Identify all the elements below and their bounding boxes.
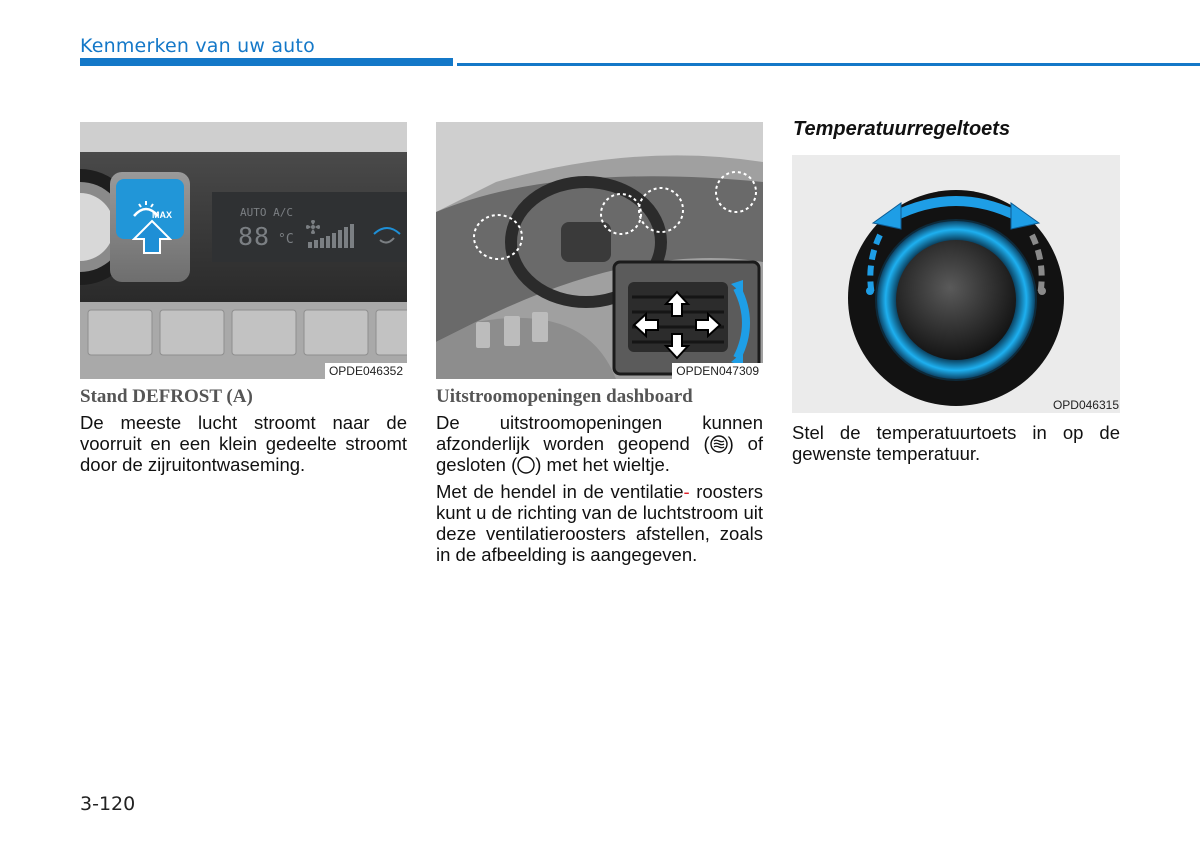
p2-text-b: roosters kunt u de richting van de luchtstroom uit deze ventilatieroosters afstellen, zoals in de afbeelding is aangegeven. [436, 481, 764, 565]
figure-climate-panel [80, 122, 407, 379]
vent-open-icon [710, 435, 728, 453]
vent-closed-icon [517, 456, 535, 474]
rotate-arrow-icon [729, 280, 759, 366]
p1-text-b: ) of gesloten ( [436, 433, 764, 475]
caption-vents: Uitstroomopeningen dashboard [436, 386, 693, 407]
figure-code: OPDE046352 [325, 363, 407, 379]
paragraph-vents-1 [436, 412, 763, 475]
header-rule-thin [457, 63, 1200, 66]
max-label: MAX [152, 210, 172, 220]
section-title: Kenmerken van uw auto [80, 35, 315, 57]
p1-text-c: ) met het wieltje. [535, 454, 670, 475]
paragraph-temperature: Stel de temperatuurtoets in op de gewenste temperatuur. [792, 422, 1120, 464]
figure-dashboard-vents [436, 122, 763, 379]
figure-temperature-knob [792, 155, 1120, 413]
p1-text-a: De uitstroomopeningen kunnen afzonderlijk worden geopend ( [436, 412, 763, 454]
up-arrow-icon [132, 219, 172, 255]
p2-text-a: Met de hendel in de ventilatie [436, 481, 684, 502]
figure-code: OPDEN047309 [672, 363, 763, 379]
page-number: 3-120 [80, 793, 136, 815]
screen-temp: 88 [238, 222, 271, 251]
header-rule-thick [80, 58, 453, 66]
fan-level-bars [308, 224, 360, 248]
paragraph-defrost: De meeste lucht stroomt naar de voorruit en een klein gedeelte stroomt door de zijruitontwaseming. [80, 412, 407, 475]
paragraph-vents-2 [436, 481, 763, 565]
caption-defrost: Stand DEFROST (A) [80, 386, 253, 407]
screen-auto-ac: AUTO A/C [240, 206, 293, 219]
heading-temperature: Temperatuurregeltoets [793, 118, 1011, 140]
direction-arrows-icon [632, 290, 722, 360]
p2-hyphen: - [683, 481, 690, 502]
rotate-arrow-icon [871, 187, 1041, 237]
screen-unit: °C [278, 232, 294, 247]
recirculation-icon [370, 220, 404, 246]
figure-code: OPD046315 [1052, 398, 1119, 412]
